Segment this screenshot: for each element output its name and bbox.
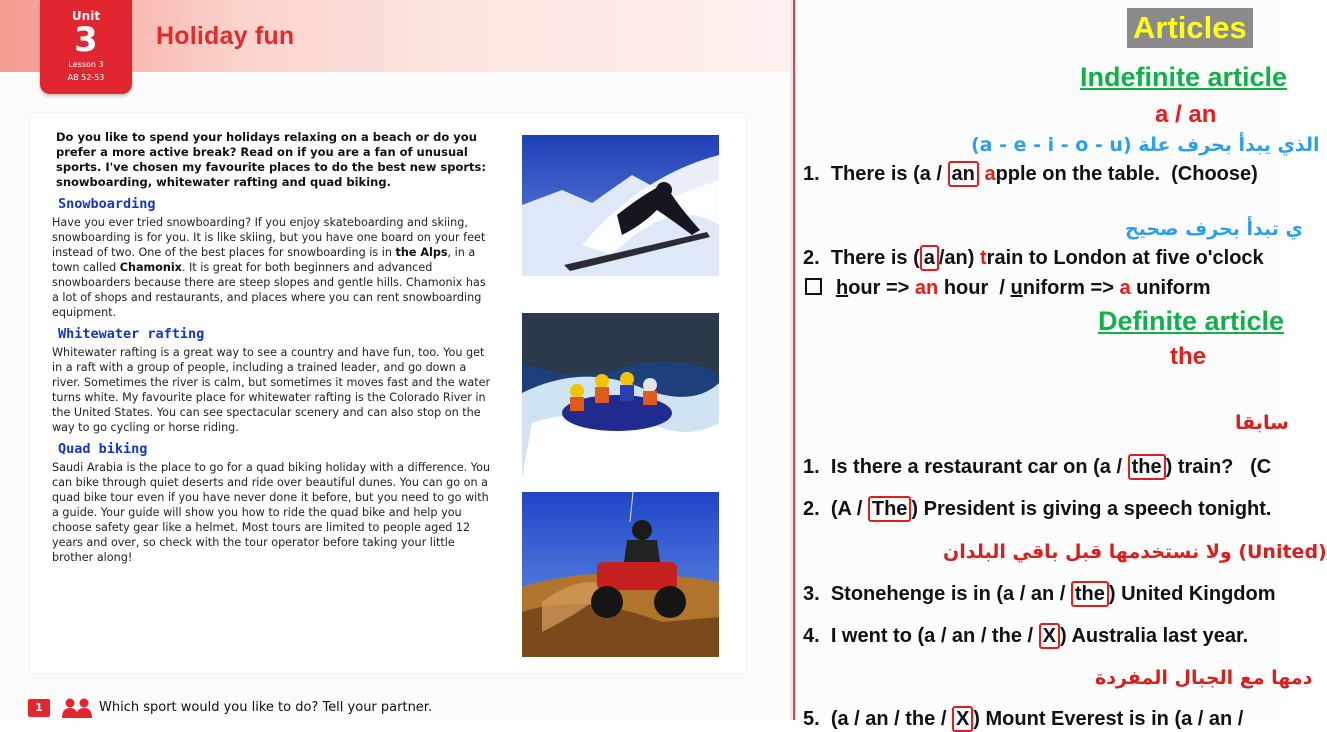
rule-article: an bbox=[914, 277, 939, 299]
sentence-number: 5. bbox=[803, 708, 820, 730]
sentence-text: There is (a / bbox=[830, 163, 942, 185]
lesson-label: Lesson 3 bbox=[68, 60, 104, 69]
task-instruction: Which sport would you like to do? Tell your partner. bbox=[99, 700, 433, 715]
section-text-rafting: Whitewater rafting is a great way to see a country and have fun, too. You get in a raft with a group of people, including a trained leader, and go down a river. Sometimes the river is calm, but sometimes it moves fast and the water turns white. My favourite place for whitewater rafting is the Colorado River in the United States. You can see spectacular scenery and can also stop on the way to go cycling or horse riding. bbox=[52, 346, 491, 434]
section-text-snowboarding bbox=[52, 215, 492, 320]
answer-box: The bbox=[868, 496, 912, 522]
sentence-text: Stonehenge is in (a / an / bbox=[830, 583, 1066, 605]
sentence-number: 1. bbox=[803, 456, 820, 478]
text-run: , in a town called bbox=[52, 246, 476, 274]
sentence-number: 2. bbox=[803, 498, 820, 520]
sentence-number: 4. bbox=[803, 625, 820, 647]
sentence-text: I went to (a / an / the / bbox=[830, 625, 1034, 647]
page-title: Holiday fun bbox=[156, 22, 295, 50]
example-sentence-1 bbox=[803, 163, 1258, 186]
mountains-rule: دمها مع الجبال المفردة bbox=[1095, 667, 1313, 689]
sentence-text: Is there a restaurant car on (a / bbox=[830, 456, 1123, 478]
sentence-number: 3. bbox=[803, 583, 820, 605]
answer-box: X bbox=[1039, 623, 1060, 649]
sentence-text: rain to London at five o'clock bbox=[986, 247, 1264, 269]
rule-separator: / bbox=[999, 277, 1005, 299]
definite-article-heading: Definite article bbox=[1098, 306, 1285, 336]
unit-number: 3 bbox=[74, 20, 98, 60]
task-number: 1 bbox=[28, 699, 50, 717]
rule-text: uniform bbox=[1130, 277, 1211, 299]
unit-badge bbox=[40, 0, 132, 94]
example-sentence-5 bbox=[803, 583, 1276, 606]
section-heading-rafting: Whitewater rafting bbox=[58, 326, 205, 342]
rule-letter: h bbox=[836, 277, 849, 299]
section-heading-quad-biking: Quad biking bbox=[58, 441, 148, 457]
consonant-rule: ي تبدأ بحرف صحيح bbox=[1125, 218, 1303, 240]
place-name: Chamonix bbox=[119, 261, 182, 274]
answer-box: a bbox=[920, 245, 939, 271]
vowel-rule: (a - e - i - o - u) الذي يبدأ بحرف علة bbox=[971, 134, 1320, 156]
grammar-notes-board bbox=[795, 0, 1327, 730]
answer-box: the bbox=[1071, 581, 1109, 607]
previously-mentioned-rule: سابقا bbox=[1235, 412, 1289, 434]
section-text-quad-biking: Saudi Arabia is the place to go for a quad biking holiday with a difference. You can bike through quiet deserts and ride over beautiful dunes. You can go on a quad bike tour even if you have never done it before, but you need to go with a guide. Your guide will show you how to ride the quad bike and help you choose safety gear like a helmet. Most tours are limited to people aged 12 years and over, so check with the tour operator before taking your little brother along! bbox=[52, 461, 491, 564]
quad-biking-photo bbox=[522, 492, 719, 657]
sentence-text: ) United Kingdom bbox=[1108, 583, 1276, 605]
sentence-text: ) train? bbox=[1165, 456, 1234, 478]
example-sentence-2 bbox=[803, 247, 1264, 270]
rule-text: hour bbox=[938, 277, 989, 299]
countries-rule: ولا نستخدمها قبل باقي البلدان (United) bbox=[943, 541, 1327, 563]
answer-box: an bbox=[948, 161, 979, 187]
highlight-letter: t bbox=[979, 247, 987, 269]
sentence-text: ) Australia last year. bbox=[1059, 625, 1249, 647]
highlight-letter: a bbox=[984, 163, 996, 185]
sentence-number: 1. bbox=[803, 163, 820, 185]
notes-title: Articles bbox=[1127, 8, 1253, 48]
sentence-number: 2. bbox=[803, 247, 820, 269]
sentence-text: (A / bbox=[830, 498, 863, 520]
example-sentence-6 bbox=[803, 625, 1248, 648]
sentence-text: ) President is giving a speech tonight. bbox=[911, 498, 1272, 520]
intro-paragraph: Do you like to spend your holidays relaxing on a beach or do you prefer a more active break? Read on if you are a fan of unusual sports. I've chosen my favourite places to do the best new sports: snowboarding, whitewater rafting and quad biking. bbox=[56, 130, 486, 189]
rule-article: a bbox=[1119, 277, 1131, 299]
text-run: . It is great for both beginners and advanced snowboarders because there are steep slopes and gentle hills. Chamonix has a lot of shops and restaurants, and places where you can rent snowboarding equipment. bbox=[52, 261, 486, 319]
activity-book-pages: AB 52-53 bbox=[67, 73, 105, 82]
rule-letter: u bbox=[1010, 277, 1023, 299]
snowboarding-photo bbox=[522, 135, 719, 276]
a-an-label: a / an bbox=[1155, 101, 1217, 128]
sentence-text: (C bbox=[1250, 456, 1272, 478]
sentence-text: (Choose) bbox=[1171, 163, 1258, 185]
pair-work-icon bbox=[60, 698, 96, 718]
sentence-text: pple on the table. bbox=[995, 163, 1161, 185]
whitewater-rafting-photo bbox=[522, 313, 719, 478]
sentence-text: There is ( bbox=[830, 247, 920, 269]
sentence-text: (a / an / the / bbox=[830, 708, 947, 730]
text-run: Have you ever tried snowboarding? If you enjoy skateboarding and skiing, snowboarding is for you. It is like skiing, but you have one board on your feet instead of two. One of the best places for snowboarding is in bbox=[52, 216, 486, 259]
checkbox-icon bbox=[805, 278, 822, 295]
article-text bbox=[52, 130, 492, 571]
example-sentence-4 bbox=[803, 498, 1271, 521]
rule-text: niform => bbox=[1022, 277, 1120, 299]
sentence-text: ) Mount Everest is in (a / an / bbox=[973, 708, 1244, 730]
unit-label: Unit bbox=[71, 9, 101, 23]
rule-text: our => bbox=[848, 277, 915, 299]
sentence-text: /an) bbox=[938, 247, 975, 269]
indefinite-article-heading: Indefinite article bbox=[1080, 62, 1288, 92]
answer-box: the bbox=[1128, 454, 1166, 480]
h-u-rule bbox=[805, 277, 1211, 300]
the-label: the bbox=[1170, 343, 1206, 370]
section-heading-snowboarding: Snowboarding bbox=[58, 196, 156, 212]
example-sentence-7 bbox=[803, 708, 1243, 731]
example-sentence-3 bbox=[803, 456, 1271, 479]
place-name: the Alps bbox=[395, 246, 448, 259]
answer-box: X bbox=[952, 706, 973, 732]
